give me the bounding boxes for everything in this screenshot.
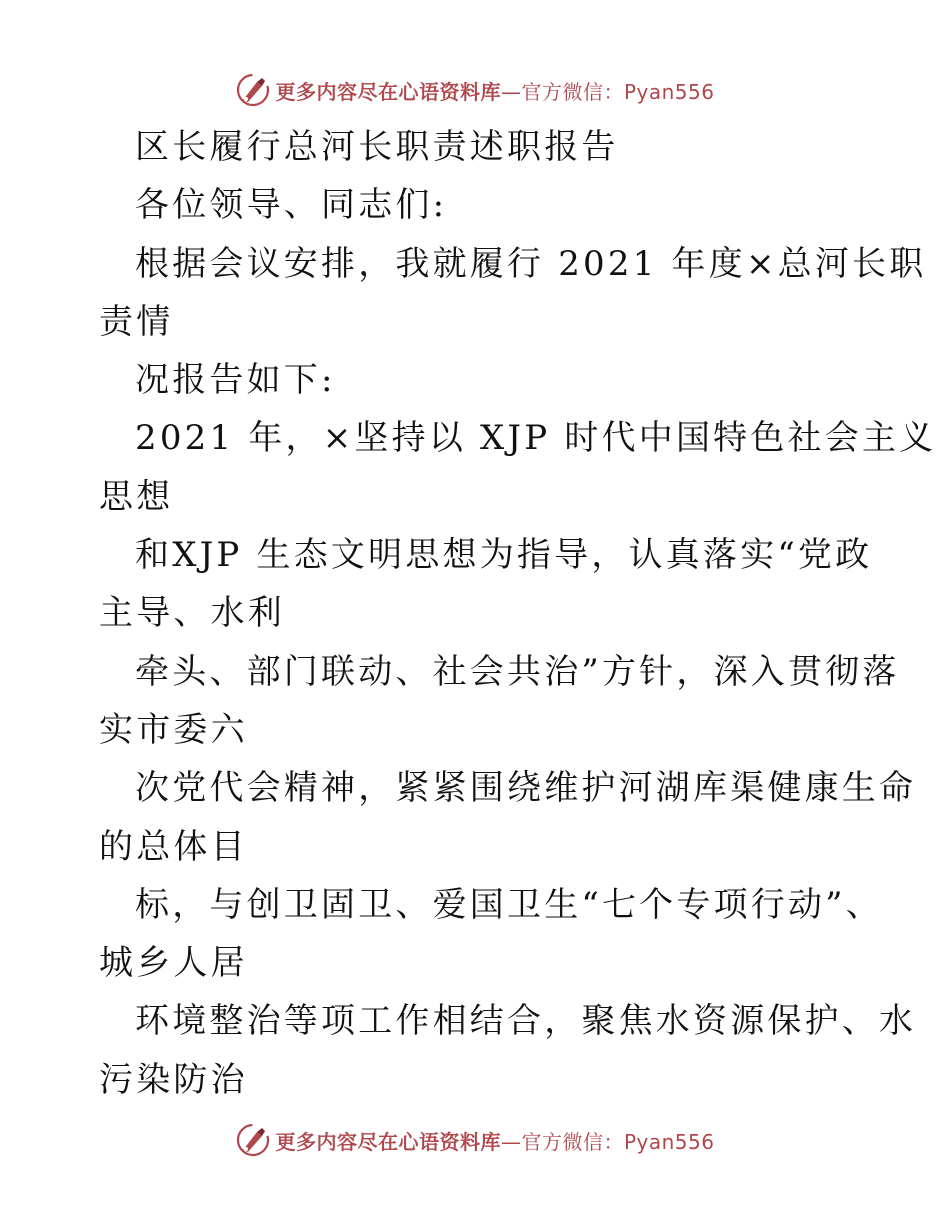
paragraph-line: 根据会议安排，我就履行 2021 年度×总河长职 [135,243,927,284]
paragraph-line: 污染防治 [99,1059,248,1100]
header-watermark [0,70,950,110]
paragraph-line: 和XJP 生态文明思想为指导，认真落实“党政 [135,535,873,576]
watermark-brand: 更多内容尽在心语资料库 [275,1129,501,1154]
paragraph-line: 思想 [99,476,174,517]
paragraph-line: 2021 年，×坚持以 XJP 时代中国特色社会主义 [135,418,937,459]
paragraph-line: 次党代会精神，紧紧围绕维护河湖库渠健康生命 [135,768,917,809]
paragraph-line: 牵头、部门联动、社会共治”方针，深入贯彻落 [135,651,900,692]
document-title: 区长履行总河长职责述职报告 [135,127,619,167]
paragraph-line: 环境整治等项工作相结合，聚焦水资源保护、水 [135,1001,917,1042]
quill-logo-icon [235,72,271,108]
watermark-separator: — [500,1129,522,1154]
footer-watermark [0,1120,950,1160]
paragraph-line: 标，与创卫固卫、爱国卫生“七个专项行动”、 [135,884,883,925]
salutation: 各位领导、同志们: [135,185,448,226]
watermark-contact: 官方微信：Pyan556 [521,79,715,104]
paragraph-line: 城乡人居 [99,943,248,984]
paragraph-line: 责情 [99,301,174,342]
paragraph-line: 主导、水利 [99,593,285,634]
watermark-brand: 更多内容尽在心语资料库 [275,79,501,104]
paragraph-line: 的总体目 [99,826,248,867]
document-body [99,118,937,1109]
quill-logo-icon [235,1122,271,1158]
watermark-contact: 官方微信：Pyan556 [521,1129,715,1154]
paragraph-line: 况报告如下: [135,360,336,401]
paragraph-line: 实市委六 [99,709,248,750]
watermark-separator: — [500,79,522,104]
